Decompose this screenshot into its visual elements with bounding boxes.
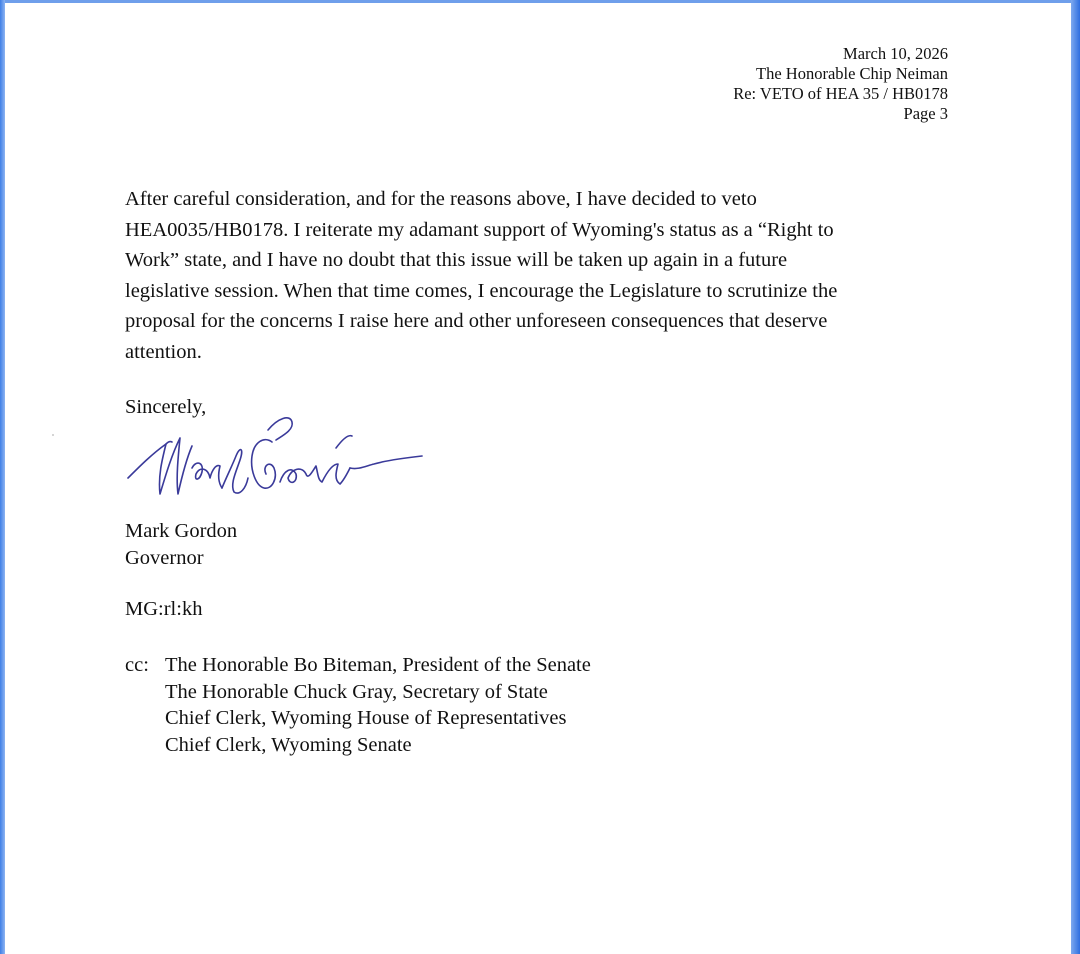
letter-header xyxy=(733,44,948,124)
right-edge-highlight xyxy=(1071,0,1080,954)
body-line: After careful consideration, and for the reasons above, I have decided to veto xyxy=(125,188,757,210)
header-page-number: Page 3 xyxy=(903,104,948,123)
body-line: proposal for the concerns I raise here and other unforeseen consequences that deserve xyxy=(125,310,828,332)
cc-recipient: The Honorable Chuck Gray, Secretary of State xyxy=(165,680,548,703)
signer-title: Governor xyxy=(125,547,204,569)
left-edge-highlight xyxy=(0,0,5,954)
letter-body xyxy=(125,184,935,367)
valediction: Sincerely, xyxy=(125,396,207,418)
cc-label: cc: xyxy=(125,654,149,676)
cc-recipient: Chief Clerk, Wyoming Senate xyxy=(165,733,412,756)
handwritten-signature xyxy=(122,408,442,508)
scan-speck xyxy=(52,434,54,436)
reference-initials: MG:rl:kh xyxy=(125,598,203,620)
body-line: attention. xyxy=(125,340,202,363)
body-line: legislative session. When that time comes, I encourage the Legislature to scrutinize the xyxy=(125,279,838,302)
cc-recipient-list xyxy=(165,652,591,758)
body-line: Work” state, and I have no doubt that this issue will be taken up again in a future xyxy=(125,249,788,271)
header-re-line: Re: VETO of HEA 35 / HB0178 xyxy=(733,84,948,103)
header-date: March 10, 2026 xyxy=(843,44,948,63)
header-recipient: The Honorable Chip Neiman xyxy=(756,64,948,83)
body-line: HEA0035/HB0178. I reiterate my adamant support of Wyoming's status as a “Right to xyxy=(125,218,834,241)
top-edge-highlight xyxy=(0,0,1080,3)
cc-recipient: The Honorable Bo Biteman, President of the Senate xyxy=(165,654,591,676)
cc-recipient: Chief Clerk, Wyoming House of Representatives xyxy=(165,707,567,729)
signer-name: Mark Gordon xyxy=(125,520,238,542)
